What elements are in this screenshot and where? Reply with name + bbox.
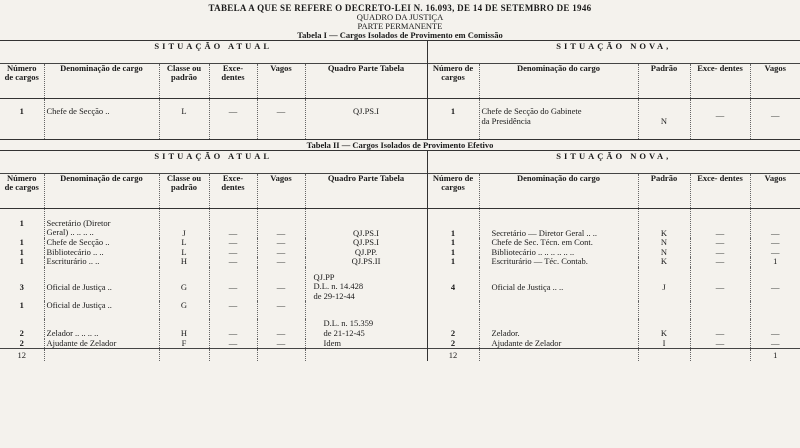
decree-title: TABELA A QUE SE REFERE O DECRETO-LEI N. 16.093, DE 14 DE SETEMBRO DE 1946 (208, 3, 592, 13)
situacao-nova-2: SITUAÇÃO NOVA, (427, 150, 800, 173)
situacao-row (0, 41, 800, 64)
table-row: 1 Oficial de Justiça .. G — — (0, 301, 800, 319)
situacao-atual: SITUAÇÃO ATUAL (0, 41, 427, 64)
parte-title: PARTE PERMANENTE (357, 21, 443, 31)
table-row: 1 Escriturário .. .. H — — QJ.PS.II 1 Escriturário — Téc. Contab. K — 1 (0, 257, 800, 267)
col-classe: Classe ou padrão (159, 64, 209, 99)
total-atual: 12 (0, 349, 44, 362)
total-nova: 12 (427, 349, 479, 362)
table-row: 2 Ajudante de Zelador F — — Idem 2 Ajudante de Zelador I — — (0, 339, 800, 349)
total-vagos: 1 (750, 349, 800, 362)
table-row: 1 Chefe de Secção .. L — — QJ.PS.I 1 Chefe de Sec. Técn. em Cont. N — — (0, 238, 800, 248)
table-row: 1 Secretário (Diretor Geral) .. .. .. .. J — — QJ.PS.I 1 Secretário — Diretor Geral .. .. K — — (0, 208, 800, 238)
col-numero: Número de cargos (0, 64, 44, 99)
col-denominacao-nova: Denominação do cargo (479, 64, 638, 99)
situacao-atual-2: SITUAÇÃO ATUAL (0, 150, 427, 173)
table-row: 3 Oficial de Justiça .. G — — QJ.PP D.L. n. 14.428 de 29-12-44 4 Oficial de Justiça .. .. J — — (0, 267, 800, 302)
col-excedentes: Exce- dentes (209, 64, 257, 99)
col-padrao: Padrão (638, 64, 690, 99)
situacao-nova: SITUAÇÃO NOVA, (427, 41, 800, 64)
col-vagos: Vagos (257, 64, 305, 99)
table-row: 1 Chefe de Secção .. L — — QJ.PS.I 1 Chefe de Secção do Gabinete da Presidência N — — (0, 99, 800, 139)
tabela-1-title: Tabela I — Cargos Isolados de Provimento em Comissão (297, 30, 503, 40)
col-excedentes-nova: Exce- dentes (690, 64, 750, 99)
table-row: 2 Zelador .. .. .. .. H — — D.L. n. 15.359 de 21-12-45 2 Zelador. K — — (0, 319, 800, 339)
col-denominacao: Denominação de cargo (44, 64, 159, 99)
totals-row (0, 349, 800, 362)
situacao-row-2 (0, 150, 800, 173)
document-header (0, 0, 800, 40)
column-header-row-2: Número de cargos Denominação de cargo Classe ou padrão Exce- dentes Vagos Quadro Parte Tabela Número de cargos Denominação do cargo Padrão Exce- dentes Vagos (0, 173, 800, 208)
column-header-row (0, 64, 800, 99)
col-vagos-nova: Vagos (750, 64, 800, 99)
table-row: 1 Bibliotecário .. .. L — — QJ.PP. 1 Bibliotecário .. .. .. .. .. .. N — — (0, 248, 800, 258)
tabela-2-title: Tabela II — Cargos Isolados de Provimento Efetivo (0, 139, 800, 150)
quadro-title: QUADRO DA JUSTIÇA (356, 12, 444, 22)
col-quadro: Quadro Parte Tabela (305, 64, 427, 99)
tabela-2 (0, 150, 800, 362)
tabela-1 (0, 40, 800, 139)
col-numero-nova: Número de cargos (427, 64, 479, 99)
